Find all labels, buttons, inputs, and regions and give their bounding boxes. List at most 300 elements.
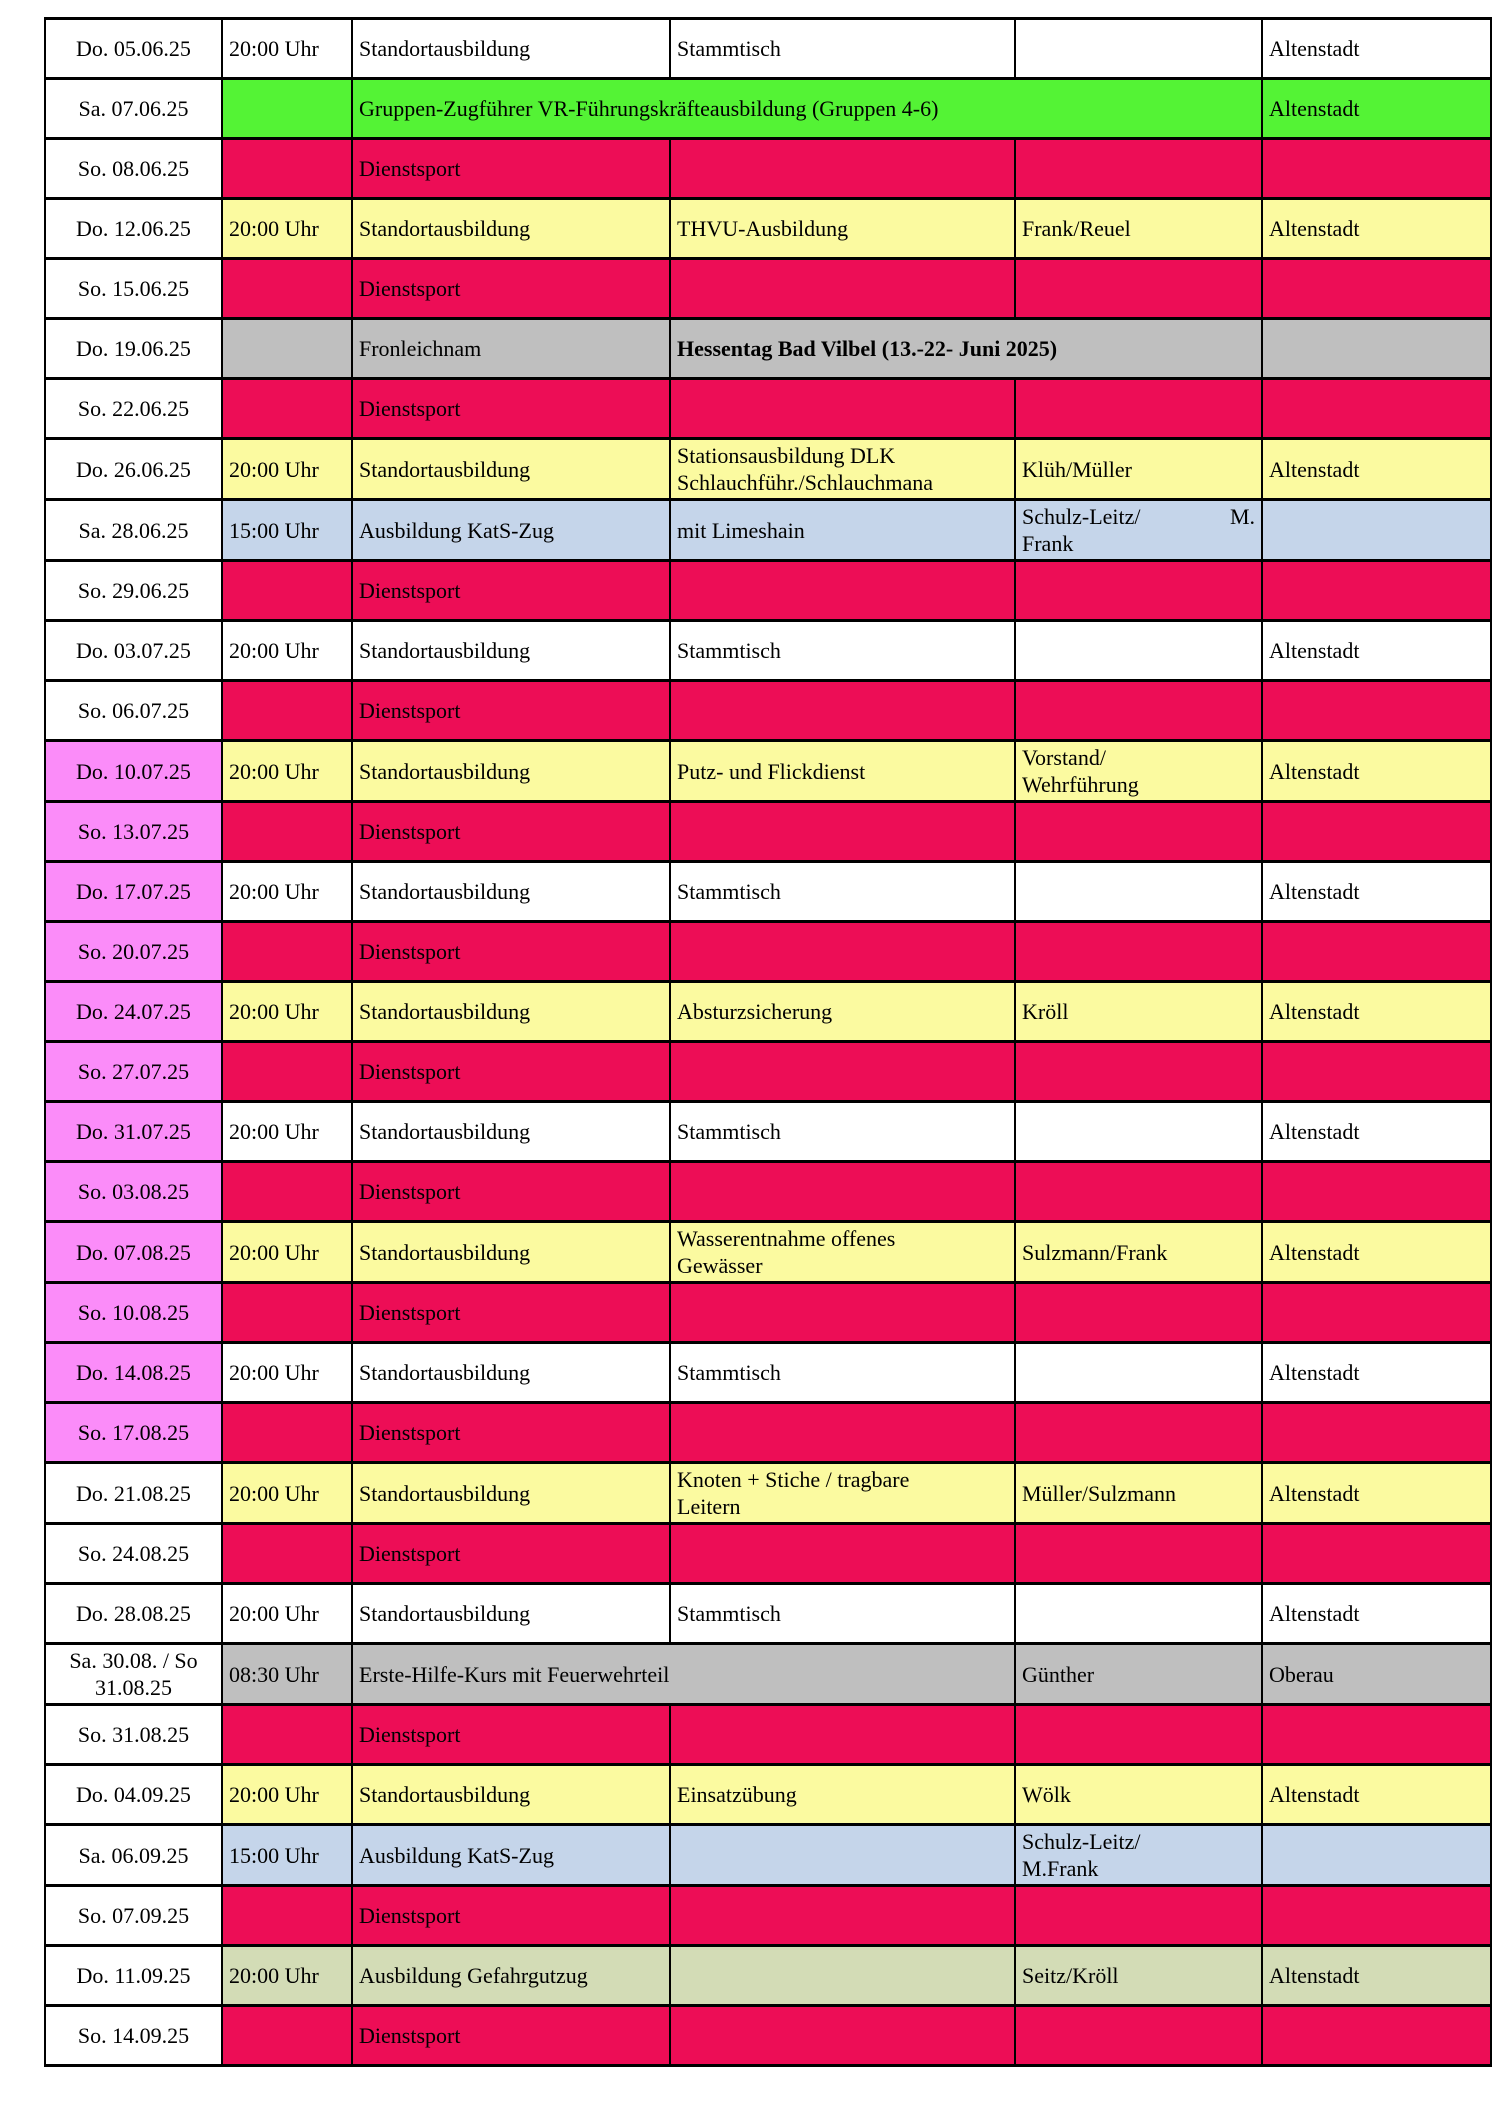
schedule-cell xyxy=(670,439,1015,500)
schedule-cell xyxy=(352,79,1262,139)
schedule-cell xyxy=(222,1162,352,1222)
cell-line: Dienstsport xyxy=(359,698,461,723)
schedule-cell xyxy=(670,319,1262,379)
cell-line: Dienstsport xyxy=(359,2023,461,2048)
cell-line: So. 31.08.25 xyxy=(77,1722,190,1747)
schedule-cell xyxy=(1015,1283,1262,1343)
schedule-cell xyxy=(222,1524,352,1584)
cell-line: Altenstadt xyxy=(1269,36,1360,61)
cell-line: Dienstsport xyxy=(359,1179,461,1204)
cell-line: So. 22.06.25 xyxy=(77,396,190,421)
cell-line: Do. 17.07.25 xyxy=(76,879,191,904)
cell-line: Ausbildung Gefahrgutzug xyxy=(359,1963,588,1988)
schedule-cell xyxy=(352,561,670,621)
schedule-cell xyxy=(352,1463,670,1524)
cell-line: Altenstadt xyxy=(1269,456,1360,482)
schedule-cell xyxy=(1015,2006,1262,2066)
schedule-cell xyxy=(1262,561,1491,621)
table-row xyxy=(45,1042,1491,1102)
schedule-cell xyxy=(1262,621,1491,681)
date-cell xyxy=(45,139,222,199)
cell-line: Gewässer xyxy=(677,1253,763,1278)
schedule-cell xyxy=(352,1886,670,1946)
schedule-cell xyxy=(1262,681,1491,741)
cell-line: Stammtisch xyxy=(677,36,781,61)
cell-line: Schulz-Leitz/ xyxy=(1022,1829,1141,1854)
cell-line: Do. 21.08.25 xyxy=(76,1480,191,1506)
cell-line: Do. 31.07.25 xyxy=(76,1119,191,1144)
schedule-cell xyxy=(1015,1825,1262,1886)
date-cell xyxy=(45,1162,222,1222)
date-cell xyxy=(45,79,222,139)
cell-line: Dienstsport xyxy=(359,156,461,181)
cell-line: Fronleichnam xyxy=(359,336,482,361)
cell-line xyxy=(1022,503,1255,530)
schedule-cell xyxy=(222,1705,352,1765)
schedule-cell xyxy=(1015,1042,1262,1102)
schedule-cell xyxy=(670,1524,1015,1584)
schedule-cell xyxy=(352,1524,670,1584)
cell-line: Einsatzübung xyxy=(677,1782,797,1807)
cell-line: Altenstadt xyxy=(1269,879,1360,904)
cell-line: So. 27.07.25 xyxy=(77,1059,190,1084)
schedule-cell xyxy=(352,19,670,79)
schedule-cell xyxy=(222,1463,352,1524)
cell-line: Dienstsport xyxy=(359,939,461,964)
table-row xyxy=(45,1403,1491,1463)
schedule-cell xyxy=(670,1765,1015,1825)
schedule-cell xyxy=(1015,561,1262,621)
cell-line: Ausbildung KatS-Zug xyxy=(359,1842,554,1868)
schedule-cell xyxy=(1262,1584,1491,1644)
cell-line: Altenstadt xyxy=(1269,1601,1360,1626)
schedule-cell xyxy=(670,862,1015,922)
schedule-cell xyxy=(352,1042,670,1102)
cell-line: Do. 19.06.25 xyxy=(76,336,191,361)
schedule-cell xyxy=(222,1222,352,1283)
table-row xyxy=(45,1584,1491,1644)
schedule-cell xyxy=(1015,982,1262,1042)
schedule-cell xyxy=(1262,1765,1491,1825)
date-cell xyxy=(45,1102,222,1162)
table-row xyxy=(45,982,1491,1042)
schedule-cell xyxy=(352,862,670,922)
table-row xyxy=(45,802,1491,862)
date-cell xyxy=(45,319,222,379)
schedule-cell xyxy=(352,199,670,259)
cell-line: Ausbildung KatS-Zug xyxy=(359,517,554,543)
cell-line: Absturzsicherung xyxy=(677,999,833,1024)
cell-text: M. xyxy=(1229,504,1255,529)
date-cell xyxy=(45,922,222,982)
cell-line: Standortausbildung xyxy=(359,216,531,241)
schedule-cell xyxy=(1262,862,1491,922)
cell-line: Do. 24.07.25 xyxy=(76,999,191,1024)
cell-line: Altenstadt xyxy=(1269,1239,1360,1265)
schedule-cell xyxy=(670,1825,1015,1886)
schedule-cell xyxy=(670,1946,1015,2006)
schedule-cell xyxy=(670,1102,1015,1162)
cell-line: Frank/Reuel xyxy=(1022,216,1131,241)
table-row xyxy=(45,1705,1491,1765)
schedule-cell xyxy=(670,982,1015,1042)
schedule-cell xyxy=(1262,1102,1491,1162)
cell-line: Standortausbildung xyxy=(359,1360,531,1385)
schedule-cell xyxy=(222,1102,352,1162)
cell-line: Do. 12.06.25 xyxy=(76,216,191,241)
cell-line: Seitz/Kröll xyxy=(1022,1963,1119,1988)
cell-line: Altenstadt xyxy=(1269,96,1360,121)
schedule-cell xyxy=(670,1042,1015,1102)
cell-line: Standortausbildung xyxy=(359,456,531,482)
schedule-cell xyxy=(222,802,352,862)
cell-line: 20:00 Uhr xyxy=(229,1239,319,1265)
cell-line: Do. 07.08.25 xyxy=(76,1239,191,1265)
date-cell xyxy=(45,1644,222,1705)
date-cell xyxy=(45,379,222,439)
schedule-cell xyxy=(352,1222,670,1283)
cell-line: Altenstadt xyxy=(1269,1782,1360,1807)
cell-line: 20:00 Uhr xyxy=(229,456,319,482)
schedule-cell xyxy=(1015,1946,1262,2006)
cell-line: Kröll xyxy=(1022,999,1069,1024)
date-cell xyxy=(45,681,222,741)
schedule-cell xyxy=(222,982,352,1042)
schedule-cell xyxy=(352,2006,670,2066)
schedule-cell xyxy=(352,1644,1015,1705)
date-cell xyxy=(45,1222,222,1283)
schedule-cell xyxy=(352,1946,670,2006)
cell-line: 20:00 Uhr xyxy=(229,999,319,1024)
cell-line: Standortausbildung xyxy=(359,36,531,61)
schedule-cell xyxy=(1262,982,1491,1042)
cell-line: Klüh/Müller xyxy=(1022,456,1132,482)
table-row xyxy=(45,1343,1491,1403)
schedule-cell xyxy=(222,439,352,500)
date-cell xyxy=(45,561,222,621)
schedule-cell xyxy=(1015,1644,1262,1705)
date-cell xyxy=(45,1886,222,1946)
date-cell xyxy=(45,1705,222,1765)
cell-line: So. 20.07.25 xyxy=(77,939,190,964)
schedule-cell xyxy=(1262,802,1491,862)
schedule-cell xyxy=(1015,1463,1262,1524)
schedule-cell xyxy=(352,982,670,1042)
date-cell xyxy=(45,2006,222,2066)
schedule-cell xyxy=(1015,1765,1262,1825)
cell-line: Dienstsport xyxy=(359,1300,461,1325)
schedule-cell xyxy=(1015,1343,1262,1403)
cell-line: Vorstand/ xyxy=(1022,745,1106,770)
schedule-cell xyxy=(1015,379,1262,439)
schedule-cell xyxy=(1262,1042,1491,1102)
table-row xyxy=(45,500,1491,561)
schedule-cell xyxy=(222,1283,352,1343)
schedule-cell xyxy=(222,19,352,79)
cell-line: Sa. 07.06.25 xyxy=(78,96,189,121)
date-cell xyxy=(45,500,222,561)
table-row xyxy=(45,862,1491,922)
schedule-cell xyxy=(1262,79,1491,139)
table-row xyxy=(45,922,1491,982)
schedule-cell xyxy=(222,1343,352,1403)
cell-line: So. 17.08.25 xyxy=(77,1420,190,1445)
schedule-cell xyxy=(670,2006,1015,2066)
table-row xyxy=(45,1644,1491,1705)
cell-line: Stammtisch xyxy=(677,638,781,663)
schedule-cell xyxy=(1262,19,1491,79)
schedule-cell xyxy=(352,1825,670,1886)
schedule-cell xyxy=(222,1042,352,1102)
cell-line: 20:00 Uhr xyxy=(229,638,319,663)
schedule-cell xyxy=(352,139,670,199)
cell-line: Stationsausbildung DLK xyxy=(677,443,896,468)
cell-line: Standortausbildung xyxy=(359,1239,531,1265)
schedule-cell xyxy=(1015,1584,1262,1644)
schedule-cell xyxy=(670,741,1015,802)
cell-line: 31.08.25 xyxy=(95,1675,172,1700)
date-cell xyxy=(45,259,222,319)
schedule-cell xyxy=(1262,2006,1491,2066)
date-cell xyxy=(45,1584,222,1644)
schedule-cell xyxy=(1262,1463,1491,1524)
schedule-cell xyxy=(222,1403,352,1463)
cell-line: M.Frank xyxy=(1022,1856,1099,1881)
schedule-cell xyxy=(1015,621,1262,681)
schedule-cell xyxy=(670,1283,1015,1343)
cell-line: Frank xyxy=(1022,531,1074,556)
schedule-cell xyxy=(222,741,352,802)
schedule-cell xyxy=(222,1946,352,2006)
schedule-cell xyxy=(1015,1886,1262,1946)
cell-line: Dienstsport xyxy=(359,819,461,844)
cell-line: Stammtisch xyxy=(677,879,781,904)
date-cell xyxy=(45,1343,222,1403)
schedule-cell xyxy=(670,199,1015,259)
cell-line: Stammtisch xyxy=(677,1119,781,1144)
schedule-cell xyxy=(352,1705,670,1765)
cell-line: Altenstadt xyxy=(1269,1119,1360,1144)
schedule-cell xyxy=(670,500,1015,561)
schedule-cell xyxy=(1015,802,1262,862)
schedule-cell xyxy=(352,259,670,319)
schedule-cell xyxy=(222,2006,352,2066)
schedule-cell xyxy=(670,1403,1015,1463)
cell-line: 20:00 Uhr xyxy=(229,1119,319,1144)
schedule-cell xyxy=(352,1102,670,1162)
cell-line: So. 06.07.25 xyxy=(77,698,190,723)
schedule-cell xyxy=(670,1886,1015,1946)
table-row xyxy=(45,1524,1491,1584)
cell-line: Standortausbildung xyxy=(359,1480,531,1506)
cell-line: Standortausbildung xyxy=(359,1782,531,1807)
cell-line: Altenstadt xyxy=(1269,999,1360,1024)
schedule-cell xyxy=(222,1825,352,1886)
schedule-cell xyxy=(352,1584,670,1644)
schedule-cell xyxy=(222,1644,352,1705)
schedule-cell xyxy=(222,1584,352,1644)
cell-line: Dienstsport xyxy=(359,578,461,603)
schedule-cell xyxy=(1262,741,1491,802)
schedule-cell xyxy=(1015,1403,1262,1463)
schedule-cell xyxy=(352,1343,670,1403)
cell-line: So. 08.06.25 xyxy=(77,156,190,181)
date-cell xyxy=(45,741,222,802)
table-row xyxy=(45,199,1491,259)
cell-line: So. 03.08.25 xyxy=(77,1179,190,1204)
schedule-cell xyxy=(1262,1283,1491,1343)
table-row xyxy=(45,379,1491,439)
table-row xyxy=(45,1946,1491,2006)
cell-line: Do. 11.09.25 xyxy=(76,1963,191,1988)
cell-line: Altenstadt xyxy=(1269,1963,1360,1988)
cell-line: 08:30 Uhr xyxy=(229,1661,319,1687)
table-row xyxy=(45,1102,1491,1162)
schedule-cell xyxy=(1262,1403,1491,1463)
schedule-cell xyxy=(1262,1162,1491,1222)
table-row xyxy=(45,741,1491,802)
table-row xyxy=(45,2006,1491,2066)
cell-line: Sa. 28.06.25 xyxy=(78,517,189,543)
schedule-cell xyxy=(670,19,1015,79)
schedule-cell xyxy=(1015,862,1262,922)
table-row xyxy=(45,1222,1491,1283)
schedule-cell xyxy=(1262,1886,1491,1946)
cell-line: 20:00 Uhr xyxy=(229,1782,319,1807)
cell-line: THVU-Ausbildung xyxy=(677,216,849,241)
cell-line: Dienstsport xyxy=(359,1903,461,1928)
schedule-cell xyxy=(670,1463,1015,1524)
schedule-cell xyxy=(1015,259,1262,319)
schedule-cell xyxy=(670,1584,1015,1644)
schedule-cell xyxy=(1015,139,1262,199)
schedule-cell xyxy=(222,561,352,621)
schedule-body xyxy=(45,19,1491,2066)
cell-line: Standortausbildung xyxy=(359,638,531,663)
cell-line: Sa. 30.08. / So xyxy=(69,1648,198,1673)
schedule-cell xyxy=(222,1886,352,1946)
cell-line: Do. 03.07.25 xyxy=(76,638,191,663)
cell-line: Dienstsport xyxy=(359,1420,461,1445)
cell-line: 20:00 Uhr xyxy=(229,216,319,241)
date-cell xyxy=(45,982,222,1042)
schedule-cell xyxy=(1262,500,1491,561)
table-row xyxy=(45,1765,1491,1825)
schedule-cell xyxy=(1015,681,1262,741)
cell-line: 20:00 Uhr xyxy=(229,1360,319,1385)
cell-line: So. 24.08.25 xyxy=(77,1541,190,1566)
schedule-cell xyxy=(222,681,352,741)
cell-line: Standortausbildung xyxy=(359,1119,531,1144)
cell-line: 20:00 Uhr xyxy=(229,1963,319,1988)
date-cell xyxy=(45,199,222,259)
schedule-cell xyxy=(1015,922,1262,982)
cell-line: Do. 26.06.25 xyxy=(76,456,191,482)
date-cell xyxy=(45,621,222,681)
schedule-cell xyxy=(1262,1825,1491,1886)
table-row xyxy=(45,1162,1491,1222)
schedule-cell xyxy=(222,379,352,439)
schedule-cell xyxy=(670,922,1015,982)
schedule-cell xyxy=(1015,500,1262,561)
date-cell xyxy=(45,862,222,922)
schedule-cell xyxy=(352,922,670,982)
table-row xyxy=(45,1886,1491,1946)
schedule-cell xyxy=(670,1222,1015,1283)
schedule-cell xyxy=(352,1765,670,1825)
cell-line: Putz- und Flickdienst xyxy=(677,758,866,784)
cell-text: Schulz-Leitz/ xyxy=(1022,504,1141,529)
schedule-cell xyxy=(352,741,670,802)
date-cell xyxy=(45,802,222,862)
schedule-cell xyxy=(222,259,352,319)
date-cell xyxy=(45,1283,222,1343)
cell-line: Standortausbildung xyxy=(359,758,531,784)
table-row xyxy=(45,1283,1491,1343)
cell-line: Erste-Hilfe-Kurs mit Feuerwehrteil xyxy=(359,1661,670,1687)
cell-line: Do. 05.06.25 xyxy=(76,36,191,61)
schedule-cell xyxy=(670,1162,1015,1222)
cell-line: Standortausbildung xyxy=(359,879,531,904)
cell-line: Altenstadt xyxy=(1269,216,1360,241)
table-row xyxy=(45,1463,1491,1524)
schedule-cell xyxy=(222,1765,352,1825)
schedule-cell xyxy=(1262,1644,1491,1705)
schedule-cell xyxy=(1015,741,1262,802)
schedule-cell xyxy=(222,79,352,139)
schedule-cell xyxy=(1015,1162,1262,1222)
schedule-cell xyxy=(670,139,1015,199)
cell-line: Gruppen-Zugführer VR-Führungskräfteausbildung (Gruppen 4-6) xyxy=(359,96,939,121)
cell-line: Sa. 06.09.25 xyxy=(78,1842,189,1868)
date-cell xyxy=(45,19,222,79)
cell-line: Standortausbildung xyxy=(359,1601,531,1626)
cell-line: Dienstsport xyxy=(359,1722,461,1747)
schedule-cell xyxy=(1262,1524,1491,1584)
schedule-cell xyxy=(222,922,352,982)
cell-line: So. 29.06.25 xyxy=(77,578,190,603)
schedule-cell xyxy=(222,199,352,259)
table-row xyxy=(45,1825,1491,1886)
schedule-cell xyxy=(1015,1102,1262,1162)
cell-line: 20:00 Uhr xyxy=(229,758,319,784)
training-schedule-table xyxy=(44,17,1492,2067)
table-row xyxy=(45,439,1491,500)
schedule-cell xyxy=(670,802,1015,862)
date-cell xyxy=(45,1463,222,1524)
schedule-cell xyxy=(352,802,670,862)
schedule-cell xyxy=(670,681,1015,741)
schedule-cell xyxy=(352,1162,670,1222)
cell-line: Stammtisch xyxy=(677,1601,781,1626)
cell-line: Do. 10.07.25 xyxy=(76,758,191,784)
schedule-cell xyxy=(352,319,670,379)
cell-line: Günther xyxy=(1022,1661,1095,1687)
cell-line: 20:00 Uhr xyxy=(229,1601,319,1626)
schedule-cell xyxy=(1262,199,1491,259)
cell-line: 20:00 Uhr xyxy=(229,36,319,61)
cell-line: Dienstsport xyxy=(359,1059,461,1084)
schedule-cell xyxy=(352,1403,670,1463)
cell-line: 20:00 Uhr xyxy=(229,1480,319,1506)
schedule-cell xyxy=(670,1705,1015,1765)
schedule-cell xyxy=(1262,1343,1491,1403)
cell-line: Dienstsport xyxy=(359,396,461,421)
schedule-cell xyxy=(1262,922,1491,982)
table-row xyxy=(45,19,1491,79)
schedule-cell xyxy=(1015,1222,1262,1283)
cell-line: 15:00 Uhr xyxy=(229,1842,319,1868)
